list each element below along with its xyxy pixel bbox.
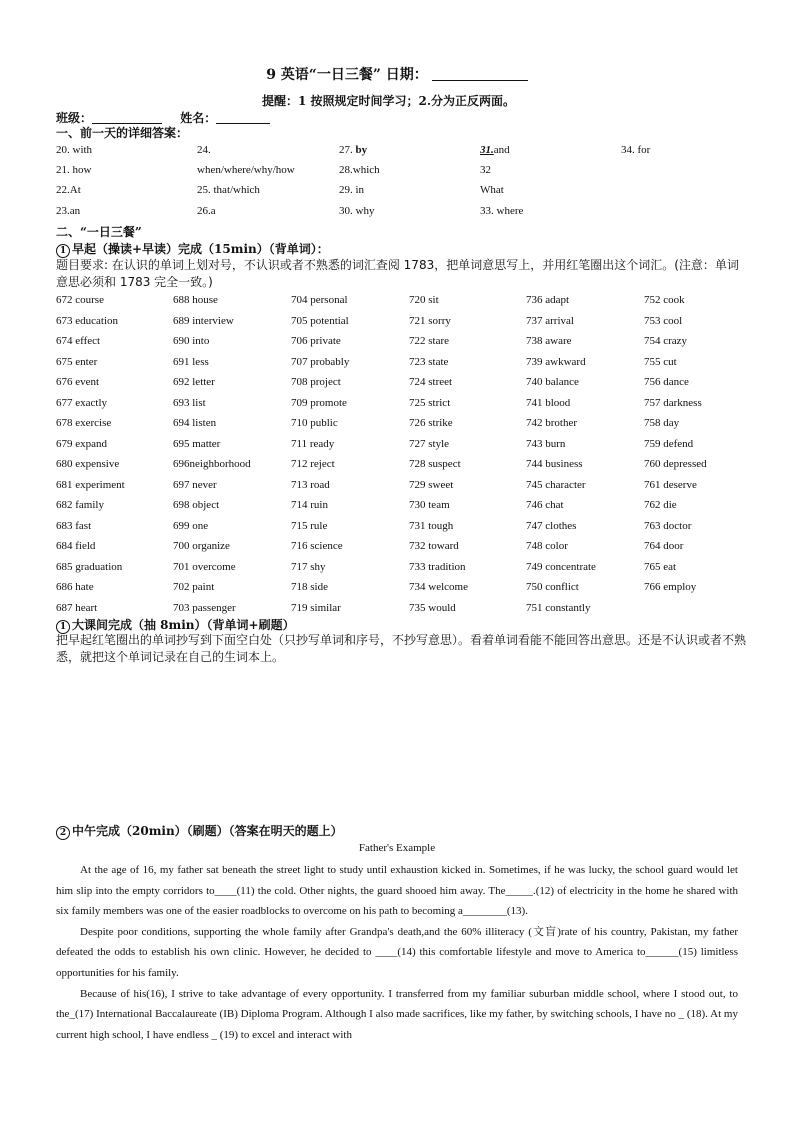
- noon-heading: 2 中午完成（20min）（刷题）（答案在明天的题上）: [56, 822, 343, 840]
- vocab-word: 672 course: [56, 294, 104, 306]
- vocab-word: 698 object: [173, 499, 220, 511]
- vocab-word: 738 aware: [526, 335, 572, 347]
- vocab-word: 713 road: [291, 478, 330, 491]
- vocab-word: 750 conflict: [526, 581, 579, 593]
- reminder-text: 提醒：1 按照规定时间学习；2.分为正反两面。: [262, 94, 516, 108]
- vocab-word: 722 stare: [409, 335, 450, 347]
- vocab-word: 737 arrival: [526, 314, 574, 327]
- break-heading: 1 大课间完成（抽 8min）（背单词+刷题）: [56, 616, 295, 634]
- vocab-word: 739 awkward: [526, 355, 586, 368]
- vocab-word: 743 burn: [526, 437, 566, 450]
- date-blank: [432, 68, 528, 81]
- article-paragraph: Despite poor conditions, supporting the whole family after Grandpa's death,and the 60% illiteracy (文盲)rate of his country, Pakistan, my father defeated the odds to establish his own clinic. However, he decided to ____(14) this comfortable lifestyle and move to America to______(15) limitless opportunities for his family.: [56, 925, 738, 979]
- morning-instruction: 题目要求: 在认识的单词上划对号，不认识或者不熟悉的词汇查阅 1783，把单词意思写上，并用红笔圈出这个词汇。(注意：单词意思必须和 1783 完全一致。): [56, 258, 739, 289]
- vocab-word: 699 one: [173, 519, 209, 532]
- vocab-word: 684 field: [56, 540, 96, 552]
- answer-cell: 26.a: [197, 205, 216, 217]
- vocab-word: 710 public: [291, 417, 338, 429]
- vocab-word: 716 science: [291, 540, 343, 552]
- vocab-word: 728 suspect: [409, 458, 461, 470]
- name-blank: [216, 112, 270, 124]
- vocab-word: 732 toward: [409, 540, 459, 552]
- vocab-word: 742 brother: [526, 417, 578, 429]
- vocab-word: 682 family: [56, 499, 104, 511]
- vocab-word: 751 constantly: [526, 601, 591, 614]
- vocab-word: 735 would: [409, 601, 456, 614]
- vocab-word: 729 sweet: [409, 478, 454, 491]
- answer-cell: 25. that/which: [197, 184, 260, 196]
- class-label: 班级：: [56, 111, 93, 125]
- vocab-word: 688 house: [173, 294, 218, 306]
- vocab-word: 703 passenger: [173, 601, 236, 614]
- vocab-word: 693 list: [173, 396, 206, 409]
- vocab-word: 741 blood: [526, 396, 571, 409]
- vocab-word: 689 interview: [173, 314, 234, 327]
- vocab-word: 691 less: [173, 355, 209, 368]
- vocab-word: 723 state: [409, 355, 449, 368]
- vocab-word: 687 heart: [56, 601, 98, 614]
- vocab-word: 734 welcome: [409, 581, 468, 593]
- name-label: 姓名：: [180, 111, 217, 125]
- vocab-word: 704 personal: [291, 294, 348, 306]
- vocab-word: 755 cut: [644, 355, 677, 368]
- answer-cell: 33. where: [480, 205, 524, 217]
- article-paragraph: Because of his(16), I strive to take advantage of every opportunity. I transferred from my familiar suburban middle school, where I stood out, to the_(17) International Baccalaureate (IB) Diploma Program. Although I also made sacrifices, like my father, by switching schools, I have no _ (18). At my current high school, I have endless _ (19) to excel and interact with: [56, 987, 738, 1041]
- vocab-word: 683 fast: [56, 519, 92, 532]
- vocab-word: 678 exercise: [56, 417, 112, 429]
- vocab-word: 747 clothes: [526, 519, 577, 532]
- article-paragraph: At the age of 16, my father sat beneath the street light to study until exhaustion kicked in. Sometimes, if he was lucky, the school guard would let him slip into the empty corridors to____(11) the cold. Other nights, the guard shooed him away. The_____.(12) of electricity in the home he shared with six family members was one of the easier roadblocks to overcome on his path to becoming a________(13).: [56, 864, 738, 918]
- vocab-word: 746 chat: [526, 499, 564, 511]
- article-title: Father's Example: [358, 842, 436, 854]
- answer-cell: 28.which: [339, 164, 380, 176]
- vocab-word: 740 balance: [526, 376, 579, 388]
- vocab-word: 756 dance: [644, 376, 689, 388]
- vocab-word: 766 employ: [644, 581, 697, 593]
- vocab-word: 695 matter: [173, 437, 221, 450]
- vocab-word: 706 private: [291, 335, 341, 347]
- vocab-word: 717 shy: [291, 560, 326, 573]
- vocab-word: 721 sorry: [409, 314, 451, 327]
- vocab-word: 719 similar: [291, 601, 341, 614]
- vocab-word: 757 darkness: [644, 396, 702, 409]
- vocab-word: 673 education: [56, 314, 119, 327]
- morning-heading: 1 早起（操读+早读）完成（15min）（背单词）：: [56, 240, 329, 258]
- vocab-word: 711 ready: [291, 437, 335, 450]
- vocab-word: 730 team: [409, 499, 450, 511]
- answer-cell: 23.an: [56, 205, 81, 217]
- vocab-word: 763 doctor: [644, 519, 692, 532]
- vocab-word: 764 door: [644, 540, 684, 552]
- circled-number-icon: 1: [56, 244, 70, 258]
- vocab-word: 762 die: [644, 499, 677, 511]
- vocab-word: 705 potential: [291, 314, 349, 327]
- vocab-word: 736 adapt: [526, 294, 570, 306]
- vocab-word: 674 effect: [56, 335, 101, 347]
- vocab-word: 720 sit: [409, 294, 439, 306]
- vocab-word: 697 never: [173, 478, 217, 491]
- vocab-word: 765 eat: [644, 560, 677, 573]
- vocab-word: 679 expand: [56, 437, 108, 450]
- vocab-word: 696neighborhood: [173, 458, 251, 470]
- vocab-word: 753 cool: [644, 314, 683, 327]
- vocab-word: 749 concentrate: [526, 560, 596, 573]
- answer-cell: 22.At: [56, 184, 81, 196]
- vocab-word: 744 business: [526, 458, 583, 470]
- answer-cell: 20. with: [56, 144, 93, 156]
- vocab-word: 702 paint: [173, 581, 215, 593]
- vocab-word: 686 hate: [56, 581, 94, 593]
- section1-heading: 一、前一天的详细答案：: [56, 126, 189, 140]
- vocab-word: 675 enter: [56, 355, 98, 368]
- break-instruction: 把早起红笔圈出的单词抄写到下面空白处（只抄写单词和序号，不抄写意思）。看着单词看能不能回答出意思。还是不认识或者不熟悉，就把这个单词记录在自己的生词本上。: [56, 633, 747, 664]
- vocab-word: 712 reject: [291, 458, 335, 470]
- vocab-word: 760 depressed: [644, 458, 707, 470]
- vocab-word: 701 overcome: [173, 560, 236, 573]
- vocab-word: 708 project: [291, 376, 341, 388]
- vocab-word: 680 expensive: [56, 458, 120, 470]
- answer-cell: 24.: [197, 144, 211, 156]
- vocab-word: 707 probably: [291, 355, 350, 368]
- vocab-word: 694 listen: [173, 417, 217, 429]
- vocab-word: 715 rule: [291, 519, 328, 532]
- vocab-word: 748 color: [526, 540, 568, 552]
- vocab-word: 714 ruin: [291, 499, 328, 511]
- answer-cell: 27. by: [339, 144, 368, 156]
- vocab-word: 725 strict: [409, 396, 451, 409]
- vocab-word: 731 tough: [409, 519, 454, 532]
- answer-cell: when/where/why/how: [197, 164, 295, 176]
- section2-heading: 二、“一日三餐”: [56, 225, 142, 239]
- vocab-word: 752 cook: [644, 294, 685, 306]
- vocab-word: 709 promote: [291, 396, 347, 409]
- circled-number-icon: 1: [56, 620, 70, 634]
- answer-cell: What: [480, 184, 504, 196]
- page-title: 9 英语“一日三餐” 日期：: [0, 64, 794, 84]
- vocab-word: 727 style: [409, 437, 450, 450]
- vocab-word: 692 letter: [173, 376, 215, 388]
- answer-cell: 32: [480, 164, 491, 176]
- vocab-word: 726 strike: [409, 417, 453, 429]
- vocab-word: 745 character: [526, 478, 586, 491]
- vocab-word: 685 graduation: [56, 560, 123, 573]
- article-body: [56, 860, 738, 1045]
- vocab-word: 676 event: [56, 376, 100, 388]
- vocab-word: 690 into: [173, 335, 210, 347]
- vocab-word: 700 organize: [173, 540, 230, 552]
- circled-number-icon: 2: [56, 826, 70, 840]
- vocab-word: 724 street: [409, 376, 453, 388]
- vocab-word: 677 exactly: [56, 396, 108, 409]
- vocab-word: 718 side: [291, 581, 328, 593]
- vocab-word: 758 day: [644, 417, 680, 429]
- answer-cell: 29. in: [339, 184, 365, 196]
- class-blank: [92, 112, 162, 124]
- vocab-word: 754 crazy: [644, 335, 688, 347]
- answer-cell: 31.and: [480, 144, 510, 156]
- vocab-word: 759 defend: [644, 437, 694, 450]
- vocab-word: 733 tradition: [409, 560, 466, 573]
- answer-cell: 21. how: [56, 164, 92, 176]
- vocab-word: 681 experiment: [56, 478, 125, 491]
- vocab-word: 761 deserve: [644, 478, 697, 491]
- answer-cell: 34. for: [621, 144, 651, 156]
- answer-cell: 30. why: [339, 205, 375, 217]
